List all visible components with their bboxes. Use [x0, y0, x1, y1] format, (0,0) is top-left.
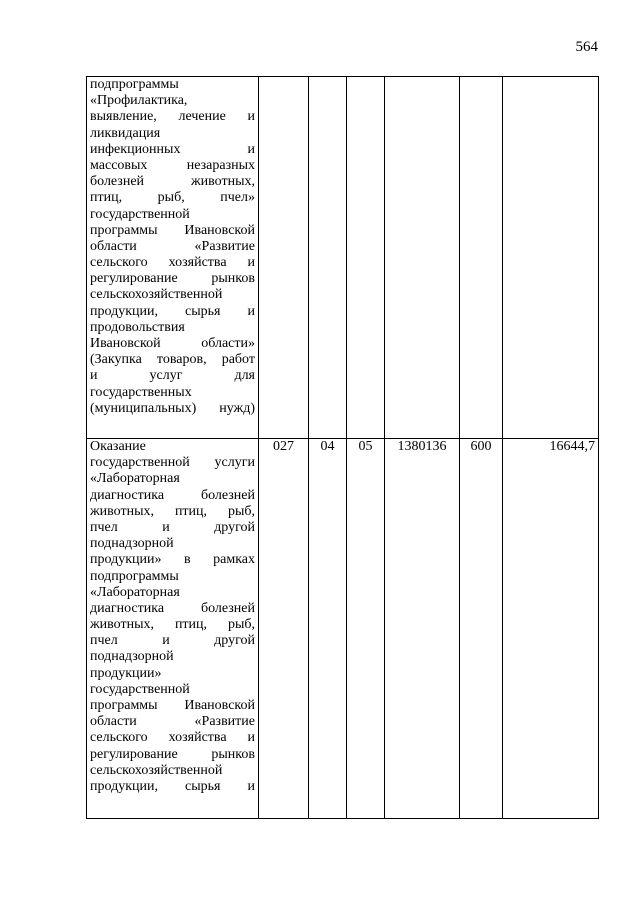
description-line: (муниципальных) нужд) [90, 400, 255, 416]
description-line: регулирование рынков [90, 271, 255, 287]
description-line: программы Ивановской [90, 222, 255, 238]
section-code-cell [309, 77, 347, 439]
description-line: массовых незаразных [90, 157, 255, 173]
description-line: области «Развитие [90, 238, 255, 254]
expense-type-cell [460, 77, 503, 439]
subsection-code-cell [347, 77, 385, 439]
budget-table [86, 76, 599, 819]
description-line: (Закупка товаров, работ [90, 352, 255, 368]
description-line: поднадзорной [90, 649, 174, 665]
description-line: программы Ивановской [90, 698, 255, 713]
row-description-cell [87, 439, 259, 819]
description-line: государственной [90, 681, 190, 697]
description-line: Оказание [90, 439, 146, 454]
description-line: подпрограммы [90, 77, 179, 92]
amount-cell: 16644,7 [503, 439, 599, 819]
section-code-cell: 04 [309, 439, 347, 819]
description-line: инфекционных и [90, 141, 255, 157]
table-body [87, 77, 599, 819]
description-line: сельского хозяйства и [90, 255, 255, 271]
description-line: «Лабораторная [90, 471, 180, 487]
table-row [87, 439, 599, 819]
row-description-cell [87, 77, 259, 439]
description-line: пчел и другой [90, 519, 255, 535]
description-line: государственных [90, 384, 192, 400]
ministry-code-cell [259, 77, 309, 439]
description-line: птиц, рыб, пчел» [90, 190, 255, 206]
subsection-code-cell: 05 [347, 439, 385, 819]
description-line: продовольствия [90, 319, 185, 335]
amount-cell [503, 77, 599, 439]
description-line: «Профилактика, [90, 93, 188, 109]
description-line: выявление, лечение и [90, 109, 255, 125]
table-row [87, 77, 599, 439]
description-line: государственной услуги [90, 455, 255, 471]
description-line: продукции» [90, 665, 162, 681]
description-line: области «Развитие [90, 714, 255, 730]
description-line: животных, птиц, рыб, [90, 617, 255, 633]
description-line: сельскохозяйственной [90, 287, 223, 303]
description-line: диагностика болезней [90, 600, 255, 616]
description-line: продукции, сырья и [90, 778, 255, 794]
description-line: животных, птиц, рыб, [90, 503, 255, 519]
description-line: «Лабораторная [90, 584, 180, 600]
target-article-cell [385, 77, 460, 439]
description-line: регулирование рынков [90, 746, 255, 762]
description-line: сельскохозяйственной [90, 762, 223, 778]
description-line: пчел и другой [90, 633, 255, 649]
description-line: болезней животных, [90, 174, 255, 190]
description-line: подпрограммы [90, 568, 179, 584]
ministry-code-cell: 027 [259, 439, 309, 819]
description-line: государственной [90, 206, 190, 222]
description-line: сельского хозяйства и [90, 730, 255, 746]
description-line: Ивановской области» [90, 336, 255, 351]
expense-type-cell: 600 [460, 439, 503, 819]
description-line: поднадзорной [90, 536, 174, 552]
target-article-cell: 1380136 [385, 439, 460, 819]
page-number: 564 [575, 39, 598, 55]
description-line: продукции» в рамках [90, 552, 255, 568]
description-line: продукции, сырья и [90, 303, 255, 319]
description-line: ликвидация [90, 125, 161, 141]
description-line: и услуг для [90, 368, 255, 384]
description-line: диагностика болезней [90, 487, 255, 503]
